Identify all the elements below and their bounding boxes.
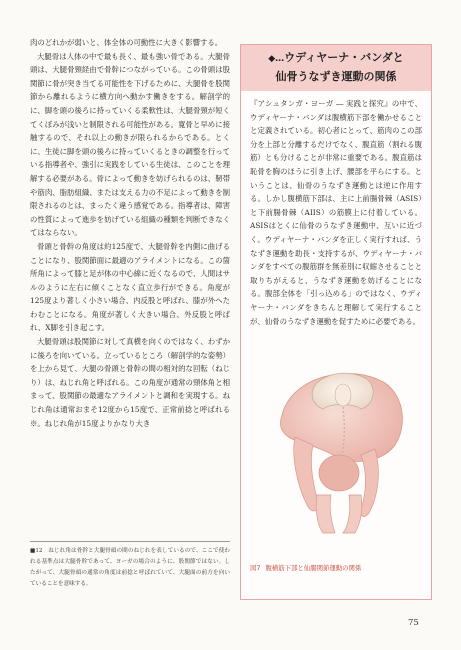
- sidebar-title-mark: ◆…: [268, 54, 285, 64]
- left-leg-shape: [316, 495, 335, 533]
- right-arm-shape: [361, 449, 379, 516]
- main-paragraph: 肉のどれかが弱いと、体全体の可動性に大きく影響する。: [30, 38, 223, 47]
- right-leg-shape: [343, 495, 362, 533]
- sidebar-box: [240, 44, 432, 600]
- sidebar-title: [247, 49, 425, 85]
- footnote: ■12 ねじれ角は骨幹と大腿骨頭の間のねじれを表しているので、ここで使われる基準点は大腿骨幹であって、ヨーガの場合のように、股関節ではない。したがって、大腿骨頭の通常の角度は前捻と呼ばれていて、大腿面の前方を向いていることを意味する。: [30, 548, 230, 587]
- sidebar-title-line1: ウディヤーナ・バンダと: [284, 51, 404, 64]
- sacrum-bone: [335, 384, 351, 406]
- anatomy-figure: [257, 345, 417, 535]
- figure-label: 図7: [250, 564, 261, 572]
- page-number: 75: [408, 618, 419, 628]
- sidebar-paragraph: 『アシュタンガ・ヨーガ ― 実践と探究』の中で、ウディヤーナ・バンダは腹横筋下部を働かせることと定義されている。初心者にとって、筋肉のこの部分を上部と分離するだけでなく、腹直筋（割れる腹筋）とも分けることが非常に重要である。腹直筋は恥骨を胸のほうに引き上げ、腰部を平らにする。ということは、仙骨のうなずき運動とは逆に作用する。しかし腹横筋下部は、主に上前腸骨棘（ASIS）と下前腸骨棘（AIIS）の筋膜上に付着している。ASISはとくに仙骨のうなずき運動中、互いに近づく。ウディヤーナ・バンダを正しく実行すれば、うなずき運動を助長・支持するが、ウディヤーナ・バンダをすべての腹筋群を無差別に収縮させることと取りちがえると、うなずき運動を妨げることになる。腹部全体を「引っ込める」のではなく、ウディヤーナ・バンダをきちんと理解して実行することが、仙骨のうなずき運動を促すために必要である。: [250, 99, 422, 326]
- main-paragraph: 骨頭と骨幹の角度は約125度で、大腿骨幹を内側に曲げることになり、股関節面に最適のアライメントになる。この箇所角によって膝と足が体の中心線に近くなるので、人間はサルのように左右に傾くことなく直立歩行ができる。角度が125度より著しく小さい場合、内反股と呼ばれ、膝が外へたわむことになる。角度が著しく大きい場合、外反股と呼ばれ、X脚を引き起こす。: [30, 241, 230, 333]
- sidebar-title-line2: 仙骨うなずき運動の関係: [275, 70, 397, 83]
- footnote-divider: [30, 541, 230, 542]
- main-text-column: [30, 36, 230, 430]
- head-shape: [319, 455, 359, 491]
- figure-caption: [250, 563, 425, 573]
- sidebar-body: [250, 97, 422, 328]
- main-paragraph: 大腿骨頭は股関節に対して真横を向くのではなく、わずかに後ろを向いている。立っているところ（解剖学的な姿勢）を上から見て、大腿の骨頭と骨幹の間の相対的な回転（ねじり）は、ねじれ角と呼ばれる。この角度が通常の頸体角と相まって、股関節の最適なアライメントと調和を実現する。ねじれ角は通常おまそ12度から15度で、正常前捻と呼ばれる※。ねじれ角が15度よりかなり大き: [30, 337, 230, 428]
- main-paragraph: 大腿骨は人体の中で最も長く、最も強い骨である。大腿骨頭は、大腿骨頸経由で骨幹につながっている。この骨頭は股関節に骨が突き当てる可能性を下げるために、大腿骨を股関節から離れるように横方向へ動かす働きをする。解剖学的に、脚を頭の後ろに持っていくる柔軟性は、大腿骨頸が短くてくぼみが浅いと制限される可能性がある。寛骨と早めに接触するので、それ以上の動きが限られるからである。とくに、生徒に脚を頭の後ろに持っていくるときの調整を行っている指導者や、強引に実践をしている生徒は、このことを理解する必要がある。骨によって動きを妨げられるのは、靭帯や筋肉、脂肪組織、または支える力の不足によって動きを制限されるのとは、まったく違う感覚である。指導者は、障害の性質によって進歩を妨げている組織の種類を判断できなくてはならない。: [30, 51, 230, 238]
- figure-caption-text: 腹横筋下部と仙腸関節運動の関係: [265, 564, 362, 572]
- left-arm-shape: [294, 437, 319, 511]
